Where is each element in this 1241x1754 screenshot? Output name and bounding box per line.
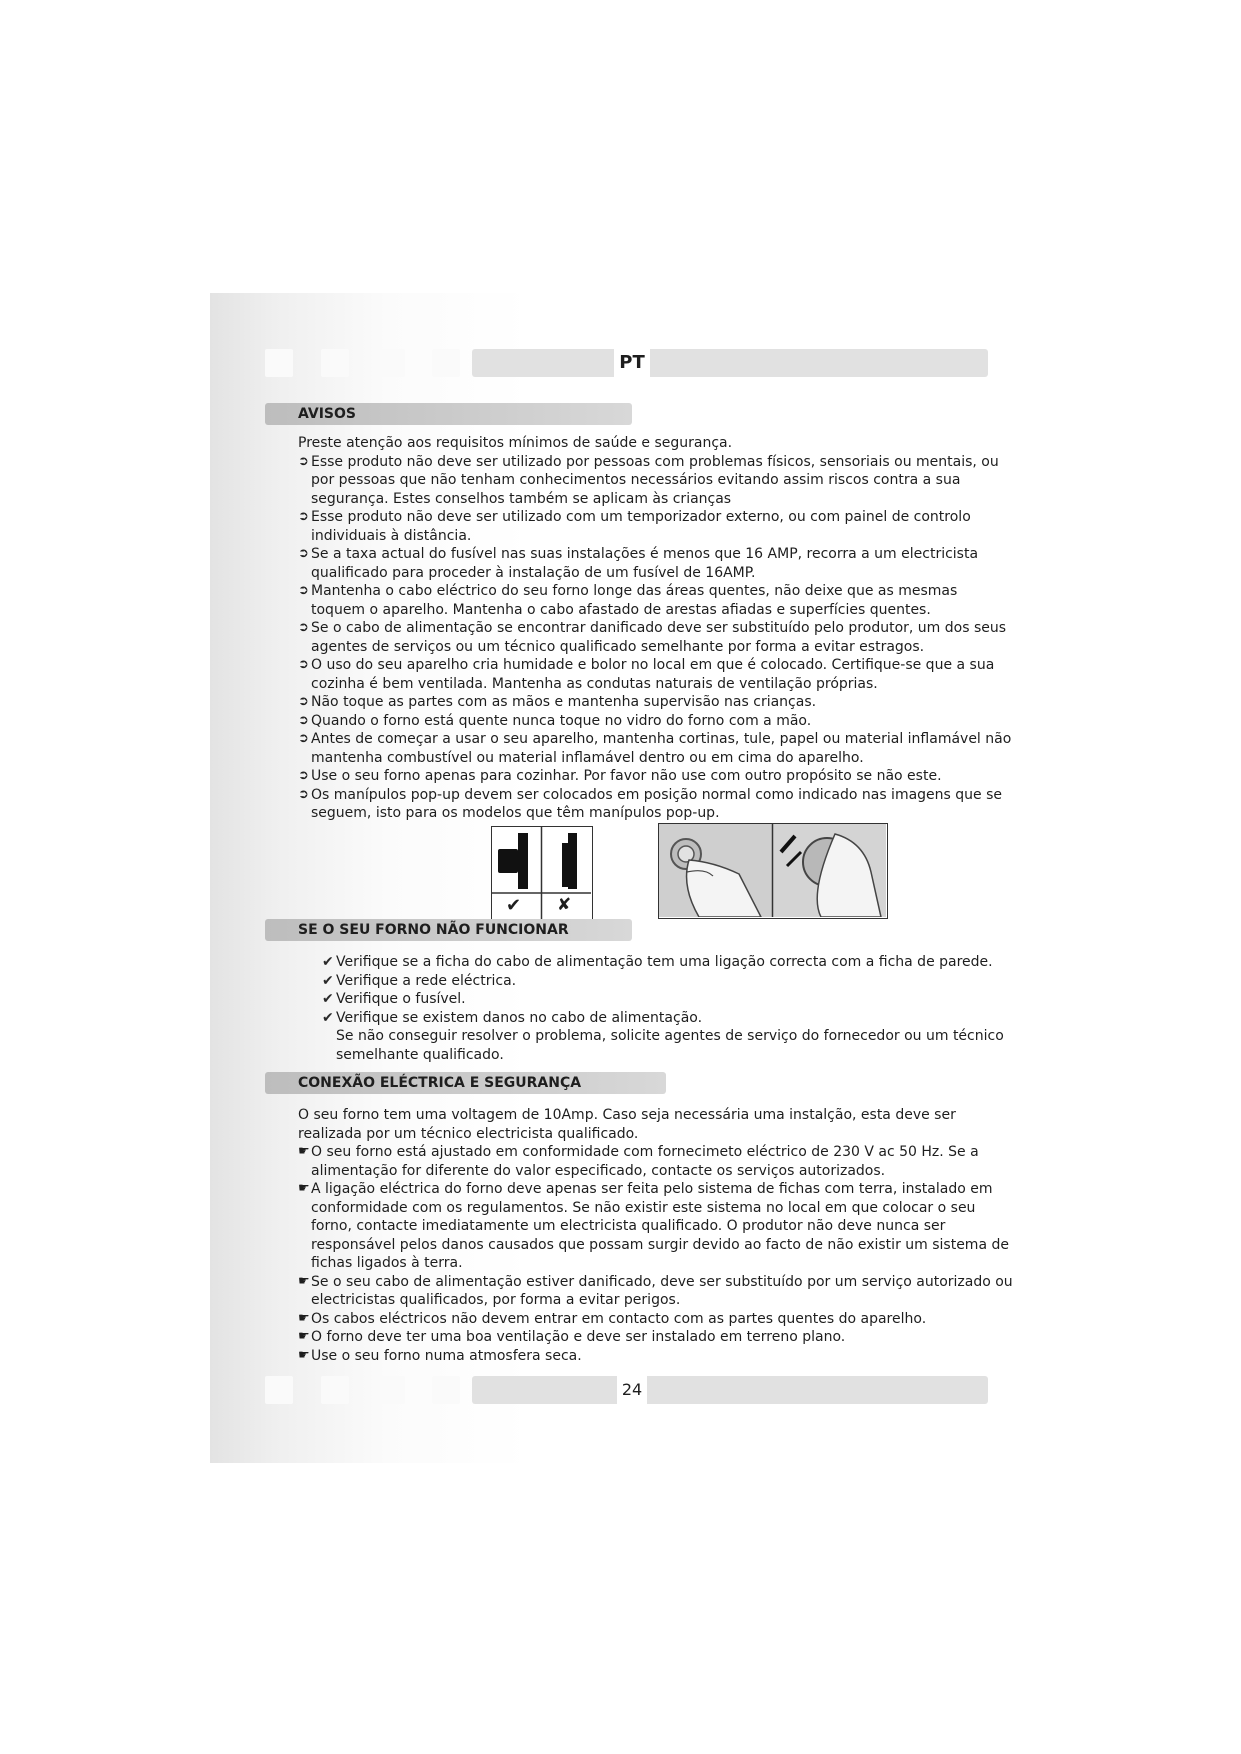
arrow-bullet-icon: ➲: [298, 712, 309, 728]
header-square-1: [265, 349, 293, 377]
wrong-cross-icon: ✘: [557, 895, 572, 915]
section-header-avisos: AVISOS: [265, 403, 632, 425]
footer-square-4: [432, 1376, 460, 1404]
list-item: ☛ A ligação eléctrica do forno deve apenas ser feita pelo sistema de fichas com terra, instalado em conformidade com os regulamentos. Se não existir este sistema no local em que colocar o seu forno, contacte imediatamente um electricista qualificado. O produtor não deve nunca ser responsável pelos danos causados que possam surgir devido ao facto de não existir um sistema de fichas ligados à terra.: [298, 1181, 1009, 1271]
list-item: ➲ Os manípulos pop-up devem ser colocados em posição normal como indicado nas imagens que se seguem, isto para os modelos que têm manípulos pop-up.: [298, 786, 1003, 821]
section-header-not-working: SE O SEU FORNO NÃO FUNCIONAR: [265, 919, 632, 941]
list-item: ➲ Não toque as partes com as mãos e mantenha supervisão nas crianças.: [298, 694, 817, 710]
footer-square-2: [321, 1376, 349, 1404]
footer-bar: [472, 1376, 988, 1404]
list-item: ➲ Se o cabo de alimentação se encontrar danificado deve ser substituído pelo produtor, um dos seus agentes de serviços ou um técnico qualificado semelhante por forma a evitar estragos.: [298, 620, 1007, 655]
check-bullet-icon: ✔: [322, 972, 334, 989]
footer-square-1: [265, 1376, 293, 1404]
avisos-intro: Preste atenção aos requisitos mínimos de saúde e segurança.: [298, 435, 733, 451]
arrow-bullet-icon: ➲: [298, 786, 309, 802]
check-bullet-icon: ✔: [322, 1009, 334, 1026]
list-item: ✔ Verifique o fusível.: [322, 991, 466, 1007]
arrow-bullet-icon: ➲: [298, 583, 309, 598]
hand-turning-knob-icon: [659, 824, 886, 917]
list-item: ☛ Use o seu forno numa atmosfera seca.: [298, 1347, 582, 1364]
hand-bullet-icon: ☛: [298, 1310, 310, 1326]
list-item: ➲ Antes de começar a usar o seu aparelho, mantenha cortinas, tule, papel ou material inflamável não mantenha combustível ou material inflamável dentro ou em cima do aparelho.: [298, 731, 1012, 766]
knob-position-figure: [491, 826, 593, 922]
arrow-bullet-icon: ➲: [298, 546, 309, 561]
arrow-bullet-icon: ➲: [298, 694, 309, 709]
hand-bullet-icon: ☛: [298, 1144, 310, 1159]
electrical-intro: O seu forno tem uma voltagem de 10Amp. Caso seja necessária uma instalção, esta deve ser realizada por um técnico electricista qualificado.: [298, 1107, 956, 1142]
list-item: ☛ O forno deve ter uma boa ventilação e deve ser instalado em terreno plano.: [298, 1329, 846, 1345]
correct-check-icon: ✔: [506, 895, 522, 916]
check-bullet-icon: ✔: [322, 954, 334, 970]
arrow-bullet-icon: ➲: [298, 509, 309, 524]
list-item: ➲ Se a taxa actual do fusível nas suas instalações é menos que 16 AMP, recorra a um electricista qualificado para proceder à instalação de um fusível de 16AMP.: [298, 546, 979, 581]
arrow-bullet-icon: ➲: [298, 657, 309, 672]
electrical-content: [298, 1106, 1013, 1365]
arrow-bullet-icon: ➲: [298, 620, 309, 635]
arrow-bullet-icon: ➲: [298, 453, 309, 469]
list-item: ☛ Se o seu cabo de alimentação estiver danificado, deve ser substituído por um serviço autorizado ou electricistas qualificados, por forma a evitar perigos.: [298, 1273, 1013, 1308]
list-item: ➲ Mantenha o cabo eléctrico do seu forno longe das áreas quentes, não deixe que as mesmas toquem o aparelho. Mantenha o cabo afastado de arestas afiadas e superfícies quentes.: [298, 583, 958, 618]
header-bar: [472, 349, 988, 377]
avisos-content: [298, 434, 1013, 823]
hand-bullet-icon: ☛: [298, 1347, 310, 1363]
header-square-2: [321, 349, 349, 377]
arrow-bullet-icon: ➲: [298, 731, 309, 746]
footer-square-3: [377, 1376, 405, 1404]
not-working-content: [302, 953, 1022, 1064]
header-square-3: [377, 349, 405, 377]
list-item: ✔ Verifique a rede eléctrica.: [322, 972, 517, 989]
hand-bullet-icon: ☛: [298, 1181, 310, 1196]
not-working-note: Se não conseguir resolver o problema, solicite agentes de serviço do fornecedor ou um técnico semelhante qualificado.: [336, 1028, 1004, 1063]
list-item: ➲ Esse produto não deve ser utilizado por pessoas com problemas físicos, sensoriais ou mentais, ou por pessoas que não tenham conhecimentos necessários evitando assim riscos contra a sua segurança. Estes conselhos também se aplicam às crianças: [298, 453, 999, 507]
arrow-bullet-icon: ➲: [298, 768, 309, 783]
knob-hand-illustration: [658, 823, 888, 919]
page-number: 24: [617, 1376, 647, 1404]
section-header-electrical: CONEXÃO ELÉCTRICA E SEGURANÇA: [265, 1072, 666, 1094]
list-item: ☛ Os cabos eléctricos não devem entrar em contacto com as partes quentes do aparelho.: [298, 1310, 927, 1327]
list-item: ☛ O seu forno está ajustado em conformidade com fornecimeto eléctrico de 230 V ac 50 Hz. Se a alimentação for diferente do valor especificado, contacte os serviços autorizados.: [298, 1144, 979, 1179]
hand-bullet-icon: ☛: [298, 1273, 310, 1289]
list-item: ✔ Verifique se existem danos no cabo de alimentação.: [322, 1009, 703, 1026]
list-item: ➲ Quando o forno está quente nunca toque no vidro do forno com a mão.: [298, 712, 812, 729]
list-item: ✔ Verifique se a ficha do cabo de alimentação tem uma ligação correcta com a ficha de parede.: [322, 954, 993, 970]
language-code: PT: [614, 349, 650, 377]
header-square-4: [432, 349, 460, 377]
list-item: ➲ Use o seu forno apenas para cozinhar. Por favor não use com outro propósito se não este.: [298, 768, 942, 784]
check-bullet-icon: ✔: [322, 991, 334, 1007]
list-item: ➲ O uso do seu aparelho cria humidade e bolor no local em que é colocado. Certifique-se que a sua cozinha é bem ventilada. Mantenha as condutas naturais de ventilação próprias.: [298, 657, 995, 692]
list-item: ➲ Esse produto não deve ser utilizado com um temporizador externo, ou com painel de controlo individuais à distância.: [298, 509, 971, 544]
hand-bullet-icon: ☛: [298, 1329, 310, 1344]
